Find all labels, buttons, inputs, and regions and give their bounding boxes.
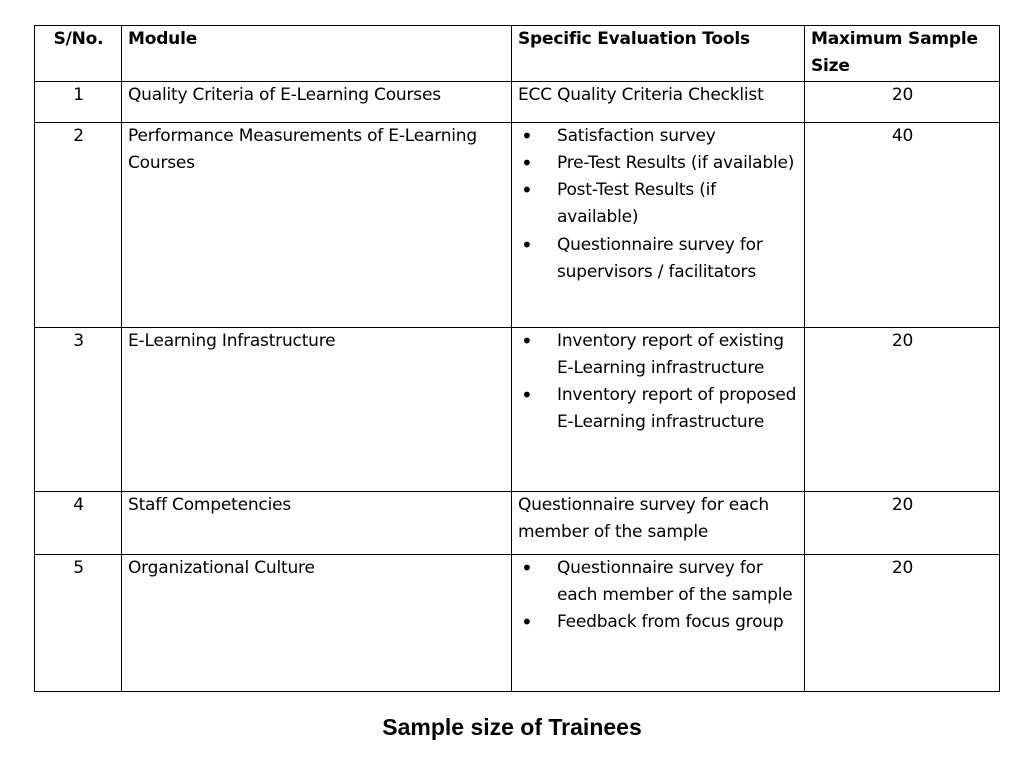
- table-row: [35, 554, 1000, 691]
- cell-module: E-Learning Infrastructure: [122, 327, 512, 491]
- cell-sno: 1: [35, 81, 122, 122]
- cell-max-sample-size: 20: [805, 327, 1000, 491]
- table-row: [35, 491, 1000, 554]
- header-evaluation-tools: Specific Evaluation Tools: [512, 26, 805, 82]
- header-module: Module: [122, 26, 512, 82]
- cell-max-sample-size: 40: [805, 122, 1000, 327]
- cell-module: Organizational Culture: [122, 554, 512, 691]
- header-sno: S/No.: [35, 26, 122, 82]
- table-header-row: [35, 26, 1000, 82]
- cell-tools: [512, 554, 805, 691]
- cell-tools: [512, 122, 805, 327]
- list-item: • Questionnaire survey for supervisors / facilitators: [518, 232, 799, 287]
- list-item: • Satisfaction survey: [518, 123, 799, 150]
- list-item: • Feedback from focus group: [518, 609, 799, 636]
- cell-module: Staff Competencies: [122, 491, 512, 554]
- table-row: [35, 122, 1000, 327]
- cell-max-sample-size: 20: [805, 491, 1000, 554]
- tools-list: [518, 123, 799, 287]
- table-row: [35, 327, 1000, 491]
- header-max-sample-size: Maximum Sample Size: [805, 26, 1000, 82]
- cell-tools: Questionnaire survey for each member of the sample: [512, 491, 805, 554]
- cell-max-sample-size: 20: [805, 81, 1000, 122]
- tools-list: [518, 555, 799, 637]
- table-caption: Sample size of Trainees: [382, 714, 642, 740]
- table-row: [35, 81, 1000, 122]
- cell-sno: 5: [35, 554, 122, 691]
- cell-max-sample-size: 20: [805, 554, 1000, 691]
- cell-sno: 4: [35, 491, 122, 554]
- cell-sno: 3: [35, 327, 122, 491]
- evaluation-tools-table: [34, 25, 1000, 692]
- cell-sno: 2: [35, 122, 122, 327]
- list-item: • Post-Test Results (if available): [518, 177, 799, 232]
- list-item: • Inventory report of proposed E-Learning infrastructure: [518, 382, 799, 437]
- cell-tools: ECC Quality Criteria Checklist: [512, 81, 805, 122]
- cell-tools: [512, 327, 805, 491]
- list-item: • Pre-Test Results (if available): [518, 150, 799, 177]
- list-item: • Questionnaire survey for each member of the sample: [518, 555, 799, 610]
- cell-module: Quality Criteria of E-Learning Courses: [122, 81, 512, 122]
- tools-list: [518, 328, 799, 437]
- cell-module: Performance Measurements of E-Learning Courses: [122, 122, 512, 327]
- list-item: • Inventory report of existing E-Learning infrastructure: [518, 328, 799, 383]
